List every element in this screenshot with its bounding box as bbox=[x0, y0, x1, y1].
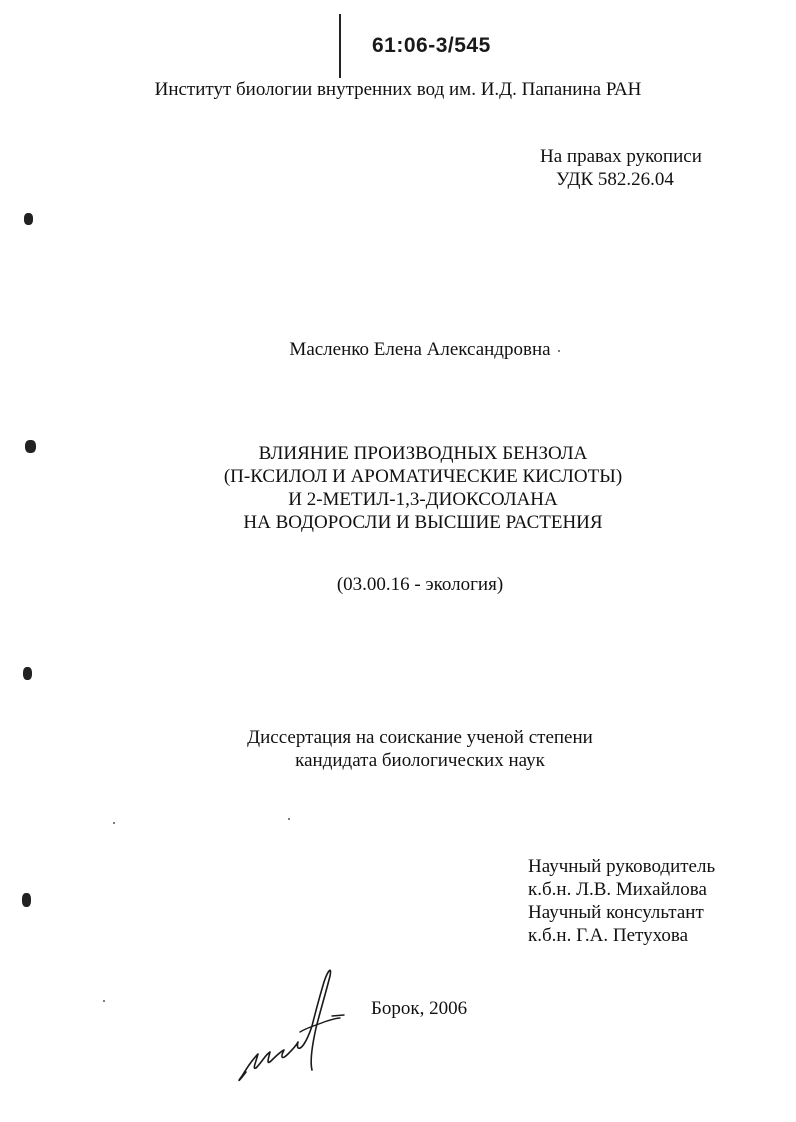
binding-hole-mark-2 bbox=[25, 440, 36, 453]
degree-statement bbox=[0, 726, 796, 772]
consultant-role: Научный консультант bbox=[528, 902, 704, 923]
binding-hole-mark-3 bbox=[23, 667, 32, 680]
specialty-code: (03.00.16 - экология) bbox=[336, 574, 504, 595]
scan-speck bbox=[113, 822, 115, 824]
institute-name: Институт биологии внутренних вод им. И.Д. Папанина РАН bbox=[154, 79, 642, 100]
degree-line-1: Диссертация на соискание ученой степени bbox=[247, 727, 593, 748]
author-name: Масленко Елена Александровна bbox=[289, 339, 551, 360]
binding-hole-mark-1 bbox=[24, 213, 33, 225]
supervisor-role: Научный руководитель bbox=[528, 856, 716, 877]
binding-hole-mark-4 bbox=[22, 893, 31, 907]
manuscript-rights-block bbox=[540, 145, 760, 191]
title-line-4: НА ВОДОРОСЛИ И ВЫСШИЕ РАСТЕНИЯ bbox=[243, 512, 603, 533]
supervisor-name: к.б.н. Л.В. Михайлова bbox=[528, 879, 707, 900]
advisors-block bbox=[528, 855, 778, 947]
scan-speck bbox=[103, 1000, 105, 1002]
place-and-year: Борок, 2006 bbox=[371, 998, 468, 1019]
udk-code: УДК 582.26.04 bbox=[556, 169, 674, 190]
thesis-title bbox=[0, 442, 796, 534]
degree-line-2: кандидата биологических наук bbox=[295, 750, 545, 771]
stamp-divider-line bbox=[339, 14, 341, 78]
scan-speck bbox=[288, 818, 290, 820]
consultant-name: к.б.н. Г.А. Петухова bbox=[528, 925, 689, 946]
author-signature-icon bbox=[232, 962, 352, 1087]
archive-code: 61:06-3/545 bbox=[372, 34, 491, 57]
manuscript-rights: На правах рукописи bbox=[540, 146, 702, 167]
title-line-3: И 2-МЕТИЛ-1,3-ДИОКСОЛАНА bbox=[288, 489, 558, 510]
title-line-1: ВЛИЯНИЕ ПРОИЗВОДНЫХ БЕНЗОЛА bbox=[258, 443, 588, 464]
scan-speck bbox=[558, 350, 560, 352]
title-line-2: (П-КСИЛОЛ И АРОМАТИЧЕСКИЕ КИСЛОТЫ) bbox=[223, 466, 623, 487]
